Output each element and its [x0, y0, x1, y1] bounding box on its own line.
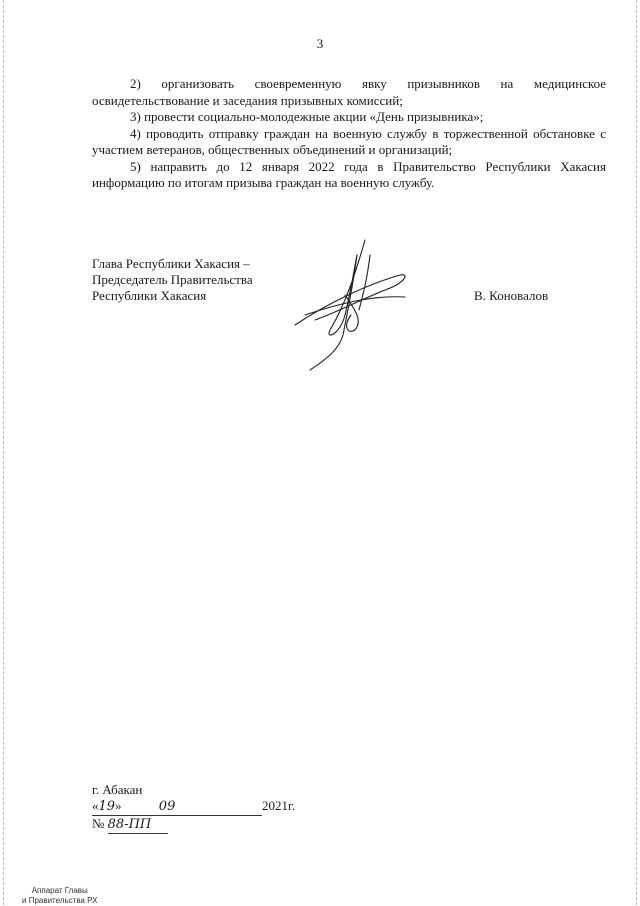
- document-footer: [92, 782, 295, 834]
- document-body: [92, 76, 606, 192]
- stamp-line: Аппарат Главы: [31, 886, 88, 895]
- signatory-title-line: Председатель Правительства: [92, 272, 253, 287]
- signatory-title-line: Глава Республики Хакасия –: [92, 256, 250, 271]
- document-number: [92, 816, 295, 834]
- paragraph-4: 4) проводить отправку граждан на военную службу в торжественной обстановке с участием ветеранов, общественных объединений и организаций;: [92, 125, 606, 157]
- paragraph-3: 3) провести социально-молодежные акции «День призывника»;: [130, 109, 484, 124]
- signatory-name: В. Коновалов: [474, 288, 549, 303]
- stamp-line: и Правительства РХ: [22, 896, 98, 905]
- scan-edge-right: [636, 0, 637, 905]
- registry-stamp: [22, 886, 97, 906]
- handwritten-signature: [285, 235, 425, 375]
- date-year: 2021г.: [262, 798, 296, 813]
- paragraph-2: 2) организовать своевременную явку призывников на медицинское освидетельствование и заседания призывных комиссий;: [92, 76, 606, 108]
- document-date: [92, 798, 295, 816]
- signatory-title-line: Республики Хакасия: [92, 288, 207, 303]
- number-label: №: [92, 816, 105, 831]
- date-day: 19: [98, 799, 116, 814]
- number-value: 88-ПП: [108, 817, 168, 834]
- scan-edge-left: [3, 0, 4, 905]
- city: г. Абакан: [92, 782, 143, 797]
- paragraph-5: 5) направить до 12 января 2022 года в Правительство Республики Хакасия информацию по итогам призыва граждан на военную службу.: [92, 158, 606, 190]
- page-number: 3: [316, 36, 324, 51]
- date-month: 09: [158, 799, 176, 814]
- date-quote-open: «: [92, 798, 99, 813]
- date-quote-close: »: [115, 798, 122, 813]
- signatory-title: [92, 256, 253, 304]
